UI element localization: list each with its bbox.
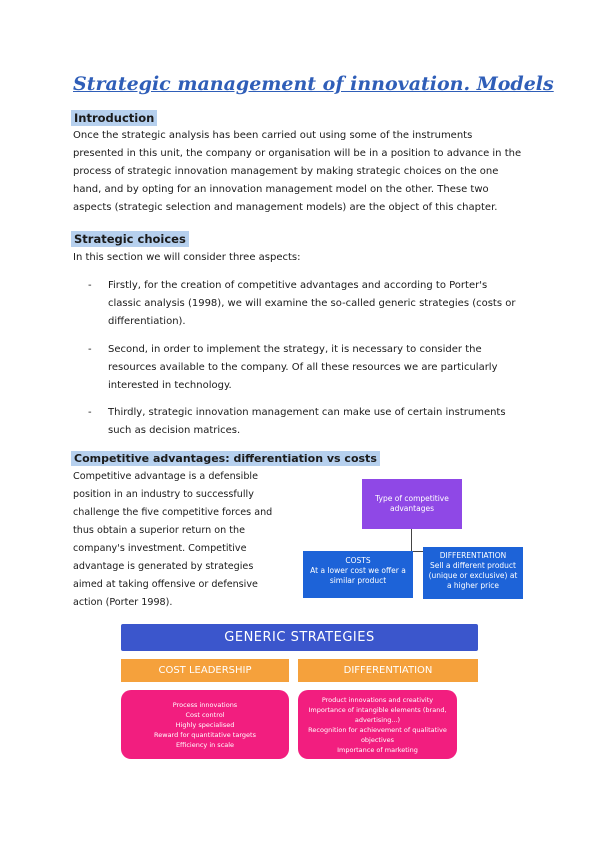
- text-line: classic analysis (1998), we will examine the so-called generic strategies (costs or: [108, 298, 516, 309]
- cost-leadership-items-box: [121, 690, 289, 759]
- text-line: interested in technology.: [108, 380, 232, 391]
- list-item: Reward for quantitative targets: [154, 730, 256, 739]
- text-line: process of strategic innovation management by making strategic choices on the one: [73, 166, 499, 177]
- text-line: challenge the five competitive forces and: [73, 507, 273, 518]
- diagram-root-label: Type of competitive advantages: [375, 494, 449, 513]
- bullet-dash: -: [88, 280, 92, 291]
- introduction-heading: Introduction: [71, 110, 157, 126]
- bullet-dash: -: [88, 344, 92, 355]
- text-line: position in an industry to successfully: [73, 489, 254, 500]
- list-item: [88, 277, 525, 331]
- differentiation-box: [423, 547, 523, 599]
- text-line: such as decision matrices.: [108, 425, 241, 436]
- text-line: thus obtain a superior return on the: [73, 525, 245, 536]
- diagram-root-box: [362, 479, 462, 529]
- list-item: advertising...): [354, 715, 401, 724]
- generic-strategies-title: GENERIC STRATEGIES: [224, 630, 375, 645]
- text-line: Competitive advantage is a defensible: [73, 471, 258, 482]
- costs-description: At a lower cost we offer a similar product: [310, 566, 406, 585]
- text-line: advantage is generated by strategies: [73, 561, 254, 572]
- differentiation-items-box: [298, 690, 457, 759]
- text-line: action (Porter 1998).: [73, 597, 173, 608]
- differentiation-description: Sell a different product (unique or exclusive) at a higher price: [428, 561, 518, 590]
- differentiation-label: DIFFERENTIATION: [343, 665, 433, 676]
- strategic-choices-heading: Strategic choices: [71, 231, 189, 247]
- list-item: Process innovations: [172, 700, 238, 709]
- generic-strategies-header: [121, 624, 478, 651]
- text-line: aimed at taking offensive or defensive: [73, 579, 258, 590]
- text-line: aspects (strategic selection and management models) are the object of this chapter.: [73, 202, 498, 213]
- list-item: Product innovations and creativity: [321, 695, 434, 704]
- text-line: hand, and by opting for an innovation management model on the other. These two: [73, 184, 489, 195]
- costs-box: [303, 551, 413, 598]
- page-title: Strategic management of innovation. Models: [73, 73, 554, 95]
- text-line: resources available to the company. Of all these resources we are particularly: [108, 362, 498, 373]
- connector-line: [411, 529, 412, 552]
- text-line: Firstly, for the creation of competitive advantages and according to Porter's: [108, 280, 488, 291]
- cost-leadership-label-box: [121, 659, 289, 682]
- list-item: Cost control: [185, 710, 225, 719]
- competitive-heading: Competitive advantages: differentiation vs costs: [71, 451, 380, 466]
- list-item: Recognition for achievement of qualitative: [308, 725, 447, 734]
- list-item: [88, 341, 525, 395]
- introduction-paragraph: [73, 127, 525, 217]
- costs-title: COSTS: [345, 556, 371, 565]
- list-item: Importance of marketing: [337, 745, 418, 754]
- text-line: company's investment. Competitive: [73, 543, 247, 554]
- list-item: Highly specialised: [175, 720, 235, 729]
- list-item: Efficiency in scale: [175, 740, 235, 749]
- list-item: Importance of intangible elements (brand,: [308, 705, 447, 714]
- list-item: objectives: [360, 735, 395, 744]
- differentiation-label-box: [298, 659, 478, 682]
- cost-leadership-label: COST LEADERSHIP: [158, 665, 252, 676]
- list-item: [88, 404, 525, 440]
- strategic-choices-intro: In this section we will consider three aspects:: [73, 252, 301, 263]
- text-line: Once the strategic analysis has been carried out using some of the instruments: [73, 130, 473, 141]
- text-line: Second, in order to implement the strategy, it is necessary to consider the: [108, 344, 482, 355]
- competitive-paragraph: [73, 468, 293, 612]
- differentiation-title: DIFFERENTIATION: [439, 551, 507, 560]
- text-line: differentiation).: [108, 316, 186, 327]
- text-line: Thirdly, strategic innovation management can make use of certain instruments: [108, 407, 506, 418]
- text-line: presented in this unit, the company or organisation will be in a position to advance in the: [73, 148, 522, 159]
- bullet-dash: -: [88, 407, 92, 418]
